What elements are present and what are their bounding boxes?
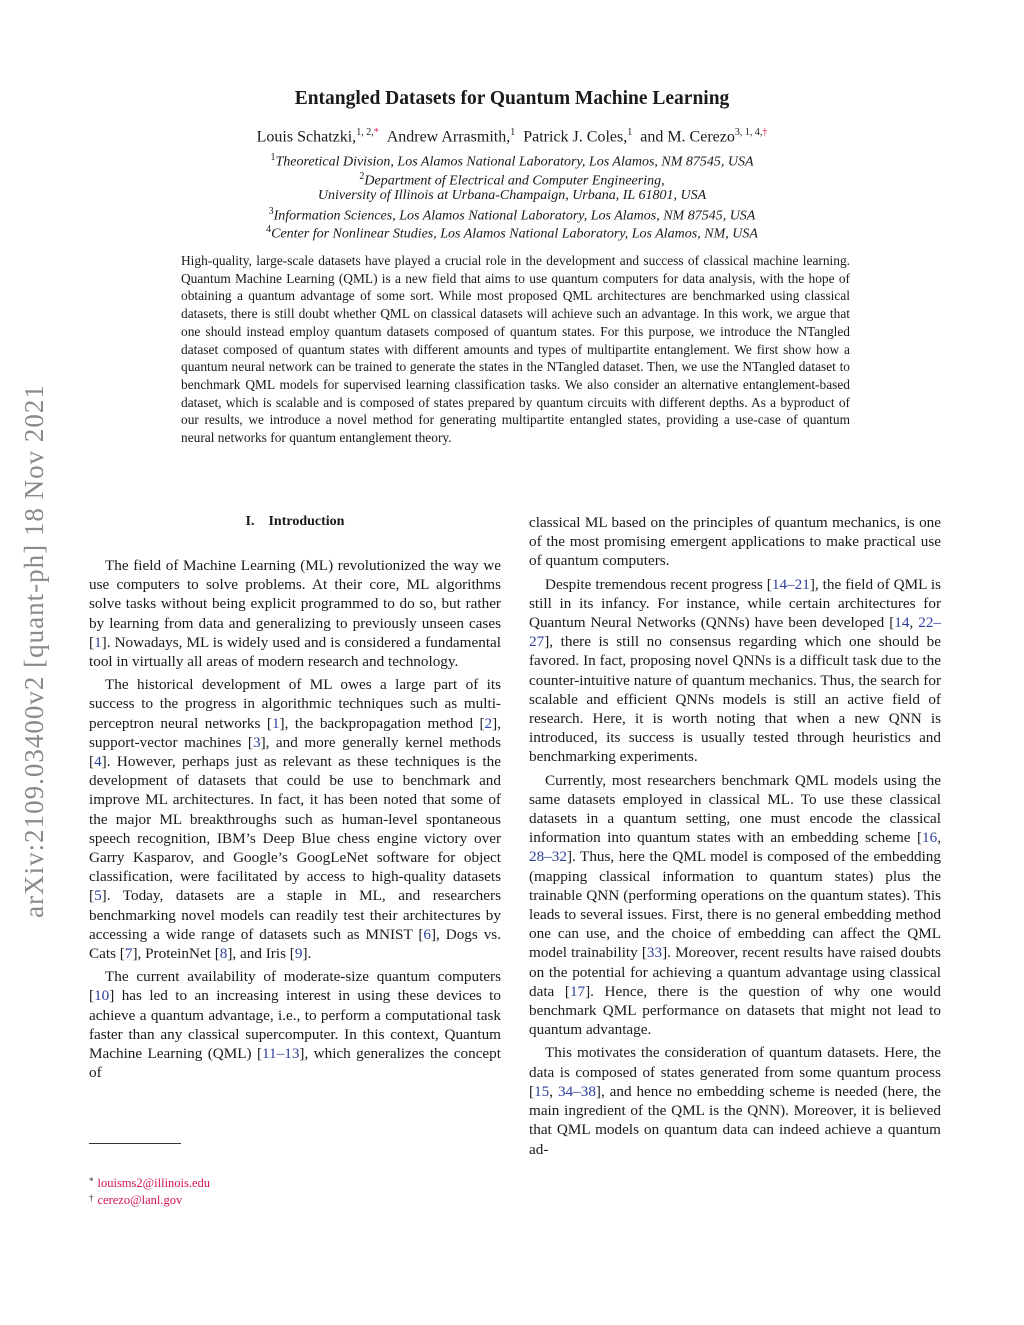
paragraph <box>529 771 941 1040</box>
citation-link[interactable]: 14 <box>894 614 910 632</box>
paragraph-text: ], there is still no consensus regarding which one should be favored. In fact, proposing novel QNNs is a difficult task due to the counter-intuitive nature of quantum mechanics. Thus, the search for scalable and efficient QNNs models is still an active field of research. Here, it is worth noting that when a new QNN is introduced, its success is usually tested through heuristics and benchmarking experiments. <box>529 633 941 766</box>
paragraph-text: ]. However, perhaps just as relevant as these techniques is the development of datasets that could be use to benchmark and improve ML architectures. In fact, it has been noted that some of the major ML breakthroughs such as human-level spontaneous speech recognition, IBM’s Deep Blue chess engine victory over Garry Kasparov, and Google’s GoogLeNet software for object classification, were facilitated by access to high-quality datasets [ <box>89 753 501 905</box>
citation-link[interactable]: 9 <box>294 945 303 963</box>
abstract: High-quality, large-scale datasets have played a crucial role in the development and success of classical machine learning. Quantum Machine Learning (QML) is a new field that aims to use quantum computers for data analysis, with the hope of obtaining a quantum advantage of some sort. While most proposed QML architectures are benchmarked using classical datasets, there is still doubt whether QML on classical datasets will achieve such an advantage. In this work, we argue that one should instead employ quantum datasets composed of quantum states. For this purpose, we introduce the NTangled dataset composed of quantum states with different amounts and types of multipartite entanglement. We first show how a quantum neural network can be trained to generate the states in the NTangled dataset. Then, we use the NTangled dataset to benchmark QML models for supervised learning classification tasks. We also consider an alternative entanglement-based dataset, which is scalable and is composed of states prepared by quantum circuits with different depths. As a byproduct of our results, we introduce a novel method for generating multipartite entangled states, providing a use-case of quantum neural networks for quantum entanglement theory. <box>181 253 850 446</box>
citation-link[interactable]: 7 <box>124 945 133 963</box>
citation-link[interactable]: 28–32 <box>529 848 567 866</box>
citation-link[interactable]: 8 <box>219 945 228 963</box>
right-column <box>529 513 941 1159</box>
citation-link[interactable]: 16 <box>922 829 938 847</box>
affiliation: $^1$Theoretical Division, Los Alamos National Laboratory, Los Alamos, NM 87545, USA <box>270 152 754 170</box>
paragraph <box>89 556 501 671</box>
footnote: * louisms2@illinois.edu <box>89 1176 211 1190</box>
email-link[interactable]: louisms2@illinois.edu <box>97 1176 211 1190</box>
paragraph-text: ], the field of QML is still in its infancy. For instance, while certain architectures for Quantum Neural Networks (QNNs) have been developed [ <box>529 575 941 632</box>
citation-link[interactable]: 6 <box>423 925 431 943</box>
section-heading <box>89 514 501 530</box>
section-number: I. <box>245 514 255 529</box>
paragraph-text: ]. Nowadays, ML is widely used and is considered a fundamental tool in virtually all areas of modern research and technology. <box>89 633 501 671</box>
author-name: Andrew Arrasmith, <box>386 128 511 146</box>
author-affiliation-marks: 3, 1, 4, <box>734 127 763 138</box>
footnote-rule <box>89 1143 181 1144</box>
citation-link[interactable]: 11–13 <box>262 1045 300 1063</box>
footnote-mark[interactable]: † <box>762 127 768 138</box>
paragraph-text: ], Dogs vs. Cats [ <box>89 925 501 963</box>
footnote-mark[interactable]: * <box>373 127 379 138</box>
paragraph-text: ]. Moreover, recent results have raised doubts on the potential for achieving a quantum advantage using classical data [ <box>529 944 941 1000</box>
paragraph-text: ], and Iris [ <box>227 945 295 963</box>
author-list <box>0 127 1024 146</box>
arxiv-identifier: arXiv:2109.03400v2 [quant-ph] 18 Nov 2021 <box>19 384 49 918</box>
citation-link[interactable]: 2 <box>484 714 493 732</box>
paragraph-text: ], the backpropagation method [ <box>279 714 485 732</box>
paragraph-text: Currently, most researchers benchmark QML models using the same datasets employed in classical ML. To use these classical datasets in a quantum setting, one must encode the classical information into quantum states with an embedding scheme [ <box>529 771 941 847</box>
author-name: Patrick J. Coles, <box>523 128 628 146</box>
paragraph-text: Despite tremendous recent progress [ <box>545 575 772 593</box>
affiliation: $^4$Center for Nonlinear Studies, Los Alamos National Laboratory, Los Alamos, NM, USA <box>266 224 758 242</box>
citation-link[interactable]: 10 <box>94 987 110 1005</box>
citation-link[interactable]: 3 <box>252 733 261 751</box>
paragraph-text: , <box>909 614 919 632</box>
author-affiliation-marks: 1, 2, <box>356 127 374 138</box>
citation-link[interactable]: 15 <box>534 1082 550 1100</box>
paragraph-text: ], which generalizes the concept of <box>89 1045 501 1082</box>
affiliation: University of Illinois at Urbana-Champaign, Urbana, IL 61801, USA <box>317 188 707 203</box>
paragraph-text: This motivates the consideration of quantum datasets. Here, the data is composed of states generated from some quantum process [ <box>529 1044 941 1100</box>
citation-link[interactable]: 14–21 <box>771 575 810 593</box>
paragraph <box>89 675 501 963</box>
citation-link[interactable]: 1 <box>271 714 280 732</box>
citation-link[interactable]: 33 <box>646 944 663 962</box>
paragraph <box>89 967 501 1082</box>
paragraph-text: classical ML based on the principles of quantum mechanics, is one of the most promising emergent applications to make practical use of quantum computers. <box>529 514 941 570</box>
paragraph-text: ] has led to an increasing interest in using these devices to achieve a quantum advantage, i.e., to perform a computational task faster than any classical supercomputer. In this context, Quantum Machine Learning (QML) [ <box>89 987 501 1063</box>
paragraph-text: , <box>937 829 941 847</box>
paragraph-text: ]. <box>302 945 312 963</box>
paragraph-text: ]. Today, datasets are a staple in ML, and researchers benchmarking novel models can readily test their architectures by accessing a wide range of datasets such as MNIST [ <box>89 887 501 943</box>
citation-link[interactable]: 5 <box>94 887 102 905</box>
paragraph <box>529 513 941 571</box>
paragraph-text: ], ProteinNet [ <box>132 945 220 963</box>
author-affiliation-marks: 1 <box>627 127 633 138</box>
paper-title: Entangled Datasets for Quantum Machine Learning <box>294 88 730 109</box>
email-link[interactable]: cerezo@lanl.gov <box>97 1193 183 1207</box>
paragraph-text: The historical development of ML owes a large part of its success to the progress in algorithmic techniques such as multi-perceptron neural networks [ <box>89 676 501 732</box>
affiliation: $^3$Information Sciences, Los Alamos National Laboratory, Los Alamos, NM 87545, USA <box>268 206 756 224</box>
paragraph <box>529 575 941 767</box>
paragraph-text: The field of Machine Learning (ML) revolutionized the way we use computers to solve problems. At their core, ML algorithms solve tasks without being explicit programmed to do so, but rather by learning from data and generalizing to previously unseen cases [ <box>89 557 501 651</box>
author-name: and M. Cerezo <box>640 128 735 146</box>
paragraph-text: ], support-vector machines [ <box>89 714 501 751</box>
paragraph <box>529 1043 941 1158</box>
paragraph-text: , <box>549 1082 558 1100</box>
affiliation: $^2$Department of Electrical and Computer Engineering, <box>359 171 665 189</box>
citation-link[interactable]: 4 <box>94 753 102 771</box>
section-title: Introduction <box>268 514 345 529</box>
citation-link[interactable]: 22–27 <box>529 614 941 651</box>
paragraph-text: ], and more generally kernel methods [ <box>89 733 501 771</box>
paragraph-text: ]. Thus, here the QML model is composed of the embedding (mapping classical information to quantum states) plus the trainable QNN (performing operations on the quantum states). This leads to several issues. First, there is no general embedding method one can use, and the choice of embedding can affect the QML model trainability [ <box>529 848 941 962</box>
citation-link[interactable]: 17 <box>569 982 586 1000</box>
citation-link[interactable]: 34–38 <box>557 1082 596 1100</box>
author-affiliation-marks: 1 <box>510 127 516 138</box>
paragraph-text: ], and hence no embedding scheme is needed (here, the main ingredient of the QML is the QNN). Moreover, it is believed that QML models on quantum data can indeed achieve a quantum ad- <box>529 1082 941 1158</box>
paragraph-text: The current availability of moderate-size quantum computers [ <box>89 968 501 1005</box>
citation-link[interactable]: 1 <box>94 633 102 651</box>
paragraph-text: ]. Hence, there is the question of why one would benchmark QML performance on datasets that might not lead to quantum advantage. <box>529 982 941 1039</box>
left-column <box>89 556 501 1082</box>
footnote: † cerezo@lanl.gov <box>89 1193 183 1207</box>
author-name: Louis Schatzki, <box>256 128 357 146</box>
